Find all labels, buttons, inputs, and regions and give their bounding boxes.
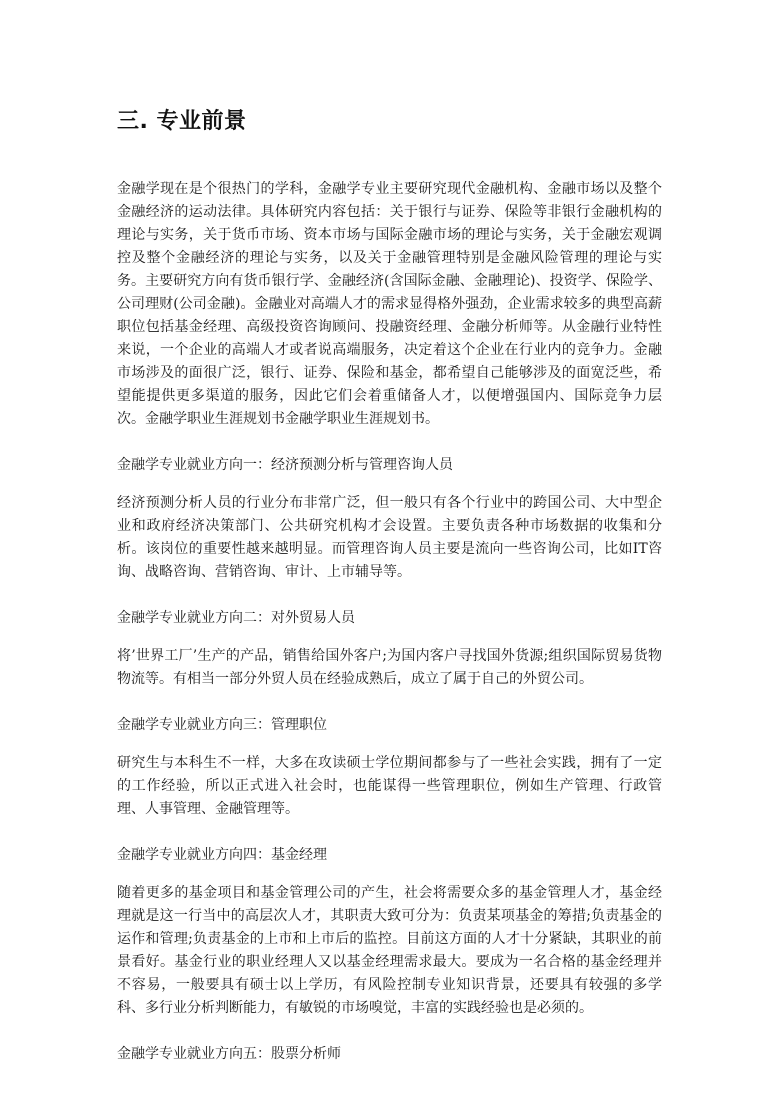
subheading-direction-1: 金融学专业就业方向一：经济预测分析与管理咨询人员 (117, 457, 453, 473)
intro-paragraph: 金融学现在是个很热门的学科，金融学专业主要研究现代金融机构、金融市场以及整个金融经济的运动法律。具体研究内容包括：关于银行与证券、保险等非银行金融机构的理论与实务，关于货币市场、资本市场与国际金融市场的理论与实务，关于金融宏观调控及整个金融经济的理论与实务，以及关于金融管理特别是金融风险管理的理论与实务。主要研究方向有货币银行学、金融经济(含国际金融、金融理论)、投资学、保险学、公司理财(公司金融)。金融业对高端人才的需求显得格外强劲，企业需求较多的典型高薪职位包括基金经理、高级投资咨询顾问、投融资经理、金融分析师等。从金融行业特性来说，一个企业的高端人才或者说高端服务，决定着这个企业在行业内的竞争力。金融市场涉及的面很广泛，银行、证券、保险和基金，都希望自己能够涉及的面宽泛些，希望能提供更多渠道的服务，因此它们会着重储备人才，以便增强国内、国际竞争力层次。金融学职业生涯规划书金融学职业生涯规划书。 (117, 181, 662, 427)
document-body (117, 178, 662, 1066)
paragraph-direction-3: 研究生与本科生不一样，大多在攻读硕士学位期间都参与了一些社会实践，拥有了一定的工作经验，所以正式进入社会时，也能谋得一些管理职位，例如生产管理、行政管理、人事管理、金融管理等。 (117, 755, 662, 817)
subheading-direction-5: 金融学专业就业方向五：股票分析师 (117, 1046, 341, 1062)
paragraph-direction-2: 将’世界工厂’生产的产品，销售给国外客户;为国内客户寻找国外货源;组织国际贸易货物物流等。有相当一部分外贸人员在经验成熟后，成立了属于自己的外贸公司。 (117, 648, 662, 687)
section-heading: 三. 专业前景 (117, 109, 247, 134)
subheading-direction-4: 金融学专业就业方向四：基金经理 (117, 847, 327, 863)
subheading-direction-3: 金融学专业就业方向三：管理职位 (117, 717, 327, 733)
paragraph-direction-4: 随着更多的基金项目和基金管理公司的产生，社会将需要众多的基金管理人才，基金经理就是这一行当中的高层次人才，其职责大致可分为：负责某项基金的筹措;负责基金的运作和管理;负责基金的上市和上市后的监控。目前这方面的人才十分紧缺，其职业的前景看好。基金行业的职业经理人又以基金经理需求最大。要成为一名合格的基金经理并不容易，一般要具有硕士以上学历，有风险控制专业知识背景，还要具有较强的多学科、多行业分析判断能力，有敏锐的市场嗅觉，丰富的实践经验也是必须的。 (117, 885, 662, 1016)
subheading-direction-2: 金融学专业就业方向二：对外贸易人员 (117, 610, 355, 626)
paragraph-direction-1: 经济预测分析人员的行业分布非常广泛，但一般只有各个行业中的跨国公司、大中型企业和政府经济决策部门、公共研究机构才会设置。主要负责各种市场数据的收集和分析。该岗位的重要性越来越明显。而管理咨询人员主要是流向一些咨询公司，比如IT咨询、战略咨询、营销咨询、审计、上市辅导等。 (117, 495, 662, 580)
